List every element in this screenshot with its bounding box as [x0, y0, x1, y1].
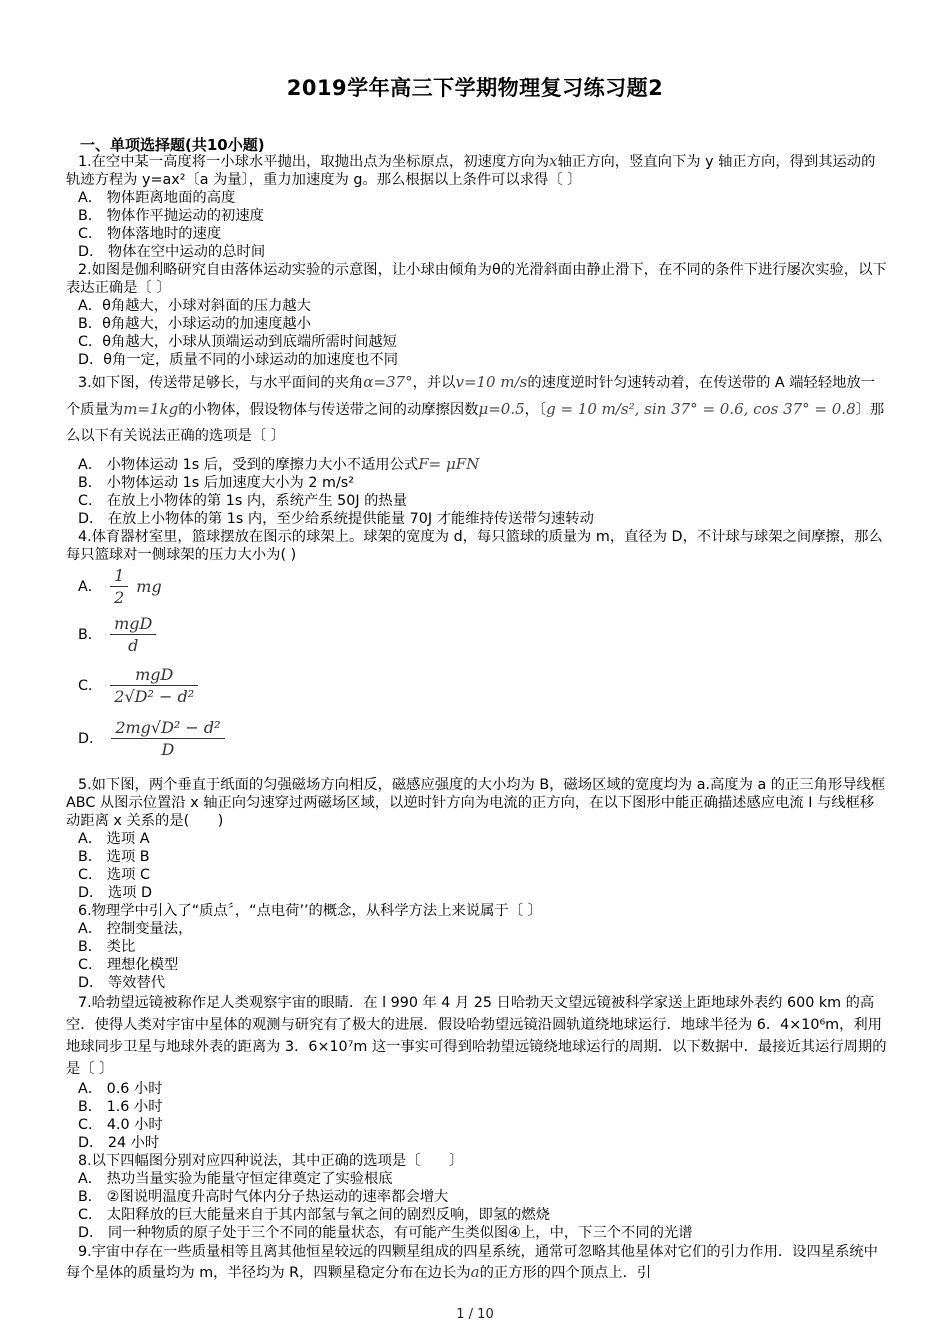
page-title: 2019学年高三下学期物理复习练习题2	[286, 76, 664, 100]
question-list	[66, 152, 888, 1283]
question-6-option-b: B． 类比	[78, 939, 136, 955]
question-5-option-d: D． 选项 D	[78, 885, 152, 901]
question-2-option-b: B．θ角越大，小球运动的加速度越小	[78, 316, 312, 332]
question-2-stem: 2.如图是伽利略研究自由落体运动实验的示意图，让小球由倾角为θ的光滑斜面由静止滑下，在不同的条件下进行屡次实验，以下表达正确是〔 〕	[66, 262, 887, 296]
question-5-stem: 5.如下图，两个垂直于纸面的匀强磁场方向相反，磁感应强度的大小均为 B，磁场区域的宽度均为 a.高度为 a 的正三角形导线框 ABC 从图示位置沿 x 轴正向匀速穿过两磁场区域，以逆时针方向为电流的正方向，在以下图形中能正确描述感应电流 I 与线框移动距离 x 关系的是( )	[66, 777, 886, 829]
question-8-option-d: D． 同一种物质的原子处于三个不同的能量状态，有可能产生类似图④上，中，下三个不同的光谱	[78, 1225, 693, 1241]
question-1-stem: 1.在空中某一高度将一小球水平抛出，取抛出点为坐标原点，初速度方向为x轴正方向，竖直向下为 y 轴正方向，得到其运动的轨迹方程为 y=ax²〔a 为量〕，重力加速度为 g。那么根据以上条件可以求得〔 〕	[66, 152, 876, 188]
question-2-option-a: A．θ角越大，小球对斜面的压力越大	[78, 298, 311, 314]
question-2-option-d: D．θ角一定，质量不同的小球运动的加速度也不同	[78, 352, 398, 368]
question-3-option-c: C． 在放上小物体的第 1s 内，系统产生 50J 的热量	[78, 493, 408, 509]
question-2-option-c: C．θ角越大，小球从顶端运动到底端所需时间越短	[78, 334, 397, 350]
question-8-stem: 8.以下四幅图分别对应四种说法，其中正确的选项是〔 〕	[78, 1153, 464, 1169]
fraction: $\frac{\text{mgD}}{d}$	[110, 614, 156, 657]
question-5-option-c: C． 选项 C	[78, 867, 150, 883]
fraction: $\frac{\text{2mg√D² − d²}}{D}$	[111, 718, 224, 761]
question-4-option-c: C． $\frac{\text{mgD}}{\text{2√D² − d²}}$	[66, 660, 888, 712]
question-7-option-b: B． 1.6 小时	[78, 1099, 163, 1115]
question-3-option-d: D． 在放上小物体的第 1s 内，至少给系统提供能量 70J 才能维持传送带匀速转动	[78, 511, 594, 527]
question-6-option-c: C． 理想化模型	[78, 957, 179, 973]
question-1-option-d: D． 物体在空中运动的总时间	[78, 244, 266, 260]
question-4-option-b: B． $\frac{\text{mgD}}{d}$	[66, 610, 888, 660]
question-5-option-a: A． 选项 A	[78, 831, 150, 847]
question-6-option-a: A． 控制变量法，	[78, 921, 193, 937]
question-8-option-a: A． 热功当量实验为能量守恒定律奠定了实验根底	[78, 1171, 393, 1187]
question-3-option-b: B． 小物体运动 1s 后加速度大小为 2 m/s²	[78, 475, 354, 491]
question-4-option-a: A． $\frac{1}{2}$ mg	[78, 565, 162, 607]
question-4-option-d: D． $\frac{\text{2mg√D² − d²}}{D}$	[66, 712, 888, 766]
question-3-stem: 3.如下图，传送带足够长，与水平面间的夹角α=37°，并以v=10 m/s的速度逆时针匀速转动着，在传送带的 A 端轻轻地放一个质量为m=1kg的小物体，假设物体与传送带之间的动摩擦因数μ=0.5，〔g = 10 m/s², sin 37° = 0.6, cos 37° = 0.8〕那么以下有关说法正确的选项是〔 〕	[66, 373, 885, 444]
question-6-option-d: D． 等效替代	[78, 975, 166, 991]
fraction: $\frac{\text{mgD}}{\text{2√D² − d²}}$	[110, 665, 198, 708]
page-number: 1 / 10	[456, 1307, 494, 1322]
question-7-option-d: D． 24 小时	[78, 1135, 160, 1151]
question-8-option-b: B． ②图说明温度升高时气体内分子热运动的速率都会增大	[78, 1189, 449, 1205]
question-7-option-c: C． 4.0 小时	[78, 1117, 163, 1133]
question-7-stem: 7.哈勃望远镜被称作足人类观察宇宙的眼睛．在 l 990 年 4 月 25 日哈勃天文望远镜被科学家送上距地球外表约 600 km 的高空．使得人类对宇宙中星体的观测与研究有了极大的进展．假设哈勃望远镜沿圆轨道绕地球运行．地球半径为 6．4×10⁶m，利用地球同步卫星与地球外表的距离为 3．6×10⁷m 这一事实可得到哈勃望远镜绕地球运行的周期．以下数据中．最接近其运行周期的是〔 〕	[66, 995, 887, 1077]
question-8-option-c: C． 太阳释放的巨大能量来自于其内部氢与氧之间的剧烈反响，即氢的燃烧	[78, 1207, 551, 1223]
fraction: $\frac{1}{2}$	[110, 566, 128, 609]
question-1-option-b: B． 物体作平抛运动的初速度	[78, 208, 264, 224]
section-heading: 一、单项选择题(共10小题)	[80, 136, 265, 154]
question-7-option-a: A． 0.6 小时	[78, 1081, 163, 1097]
question-1-option-a: A． 物体距离地面的高度	[78, 190, 236, 206]
question-5-option-b: B． 选项 B	[78, 849, 150, 865]
question-3-option-a: A． 小物体运动 1s 后，受到的摩擦力大小不适用公式F= μFN	[78, 455, 480, 473]
question-6-stem: 6.物理学中引入了“质点〞，“点电荷’’的概念，从科学方法上来说属于〔 〕	[78, 903, 542, 919]
question-4-stem: 4.体育器材室里，篮球摆放在图示的球架上。球架的宽度为 d，每只篮球的质量为 m，直径为 D，不计球与球架之间摩擦，那么每只篮球对一侧球架的压力大小为( )	[66, 529, 883, 563]
question-9-stem: 9.宇宙中存在一些质量相等且离其他恒星较远的四颗星组成的四星系统，通常可忽略其他星体对它们的引力作用．设四星系统中每个星体的质量均为 m，半径均为 R，四颗星稳定分布在边长为a的正方形的四个顶点上．引	[66, 1244, 878, 1281]
question-1-option-c: C． 物体落地时的速度	[78, 226, 222, 242]
